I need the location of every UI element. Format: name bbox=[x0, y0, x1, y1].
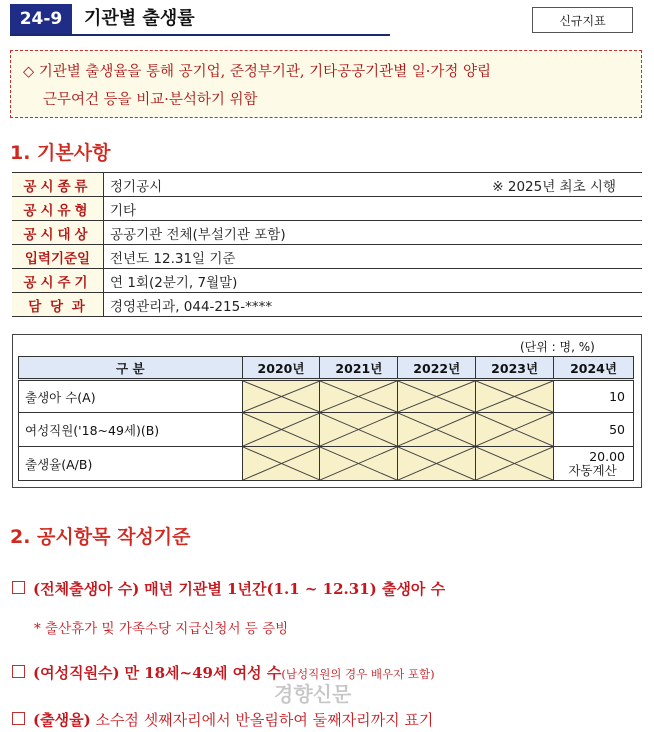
row-label: 출생아 수(A) bbox=[19, 380, 243, 413]
info-key: 공시유형 bbox=[12, 197, 104, 221]
purpose-line-1 bbox=[23, 58, 631, 86]
item-label: (여성직원수) bbox=[33, 664, 120, 682]
watermark-logo: 경향신문 bbox=[274, 682, 352, 706]
info-key: 입력기준일 bbox=[12, 245, 104, 269]
info-value: 경영관리과, 044-215-**** bbox=[104, 293, 643, 317]
table-header-row bbox=[19, 357, 634, 380]
cross-mark-icon bbox=[398, 447, 475, 480]
cross-mark-icon bbox=[476, 413, 553, 446]
na-cell bbox=[242, 380, 320, 413]
info-value: 연 1회(2분기, 7월말) bbox=[104, 269, 643, 293]
info-key: 담 당 과 bbox=[12, 293, 104, 317]
cross-mark-icon bbox=[320, 447, 397, 480]
column-header: 2023년 bbox=[476, 357, 554, 380]
diamond-icon: ◇ bbox=[23, 64, 35, 80]
cross-mark-icon bbox=[398, 413, 475, 446]
info-value: 기타 bbox=[104, 197, 643, 221]
cross-mark-icon bbox=[476, 381, 553, 412]
info-row bbox=[12, 173, 642, 197]
na-cell bbox=[320, 447, 398, 481]
table-row bbox=[19, 380, 634, 413]
section-header bbox=[10, 4, 390, 36]
purpose-box bbox=[10, 50, 642, 118]
data-table bbox=[18, 356, 634, 481]
checkbox-square-icon bbox=[12, 665, 25, 678]
column-header: 2024년 bbox=[554, 357, 634, 380]
row-label: 여성직원('18~49세)(B) bbox=[19, 413, 243, 447]
purpose-line-2: 근무여건 등을 비교·분석하기 위함 bbox=[43, 92, 258, 108]
info-row bbox=[12, 269, 642, 293]
item-text: 만 18세~49세 여성 수 bbox=[124, 664, 282, 682]
info-value: 전년도 12.31일 기준 bbox=[104, 245, 643, 269]
info-value: 정기공시 bbox=[104, 173, 256, 197]
item-text: 소수점 셋째자리에서 반올림하여 둘째자리까지 표기 bbox=[95, 711, 434, 729]
column-header: 2022년 bbox=[398, 357, 476, 380]
value-cell: 10 bbox=[554, 380, 634, 413]
info-row bbox=[12, 197, 642, 221]
section-2-title: 2. 공시항목 작성기준 bbox=[10, 526, 191, 548]
na-cell bbox=[242, 447, 320, 481]
cross-mark-icon bbox=[320, 413, 397, 446]
new-indicator-badge: 신규지표 bbox=[532, 7, 633, 33]
section-1-title: 1. 기본사항 bbox=[10, 142, 111, 164]
rate-value: 20.00 bbox=[589, 448, 625, 464]
checkbox-square-icon bbox=[12, 712, 25, 725]
table-row bbox=[19, 413, 634, 447]
na-cell bbox=[398, 413, 476, 447]
column-header: 구 분 bbox=[19, 357, 243, 380]
info-key: 공시주기 bbox=[12, 269, 104, 293]
info-row bbox=[12, 221, 642, 245]
checkbox-square-icon bbox=[12, 581, 25, 594]
table-row bbox=[19, 447, 634, 481]
basic-info-table bbox=[12, 172, 642, 317]
criteria-item-3 bbox=[12, 709, 433, 730]
info-row bbox=[12, 245, 642, 269]
criteria-item-2 bbox=[12, 662, 435, 683]
criteria-note-1: * 출산휴가 및 가족수당 지급신청서 등 증빙 bbox=[34, 621, 289, 637]
criteria-item-1 bbox=[12, 578, 445, 599]
unit-label: (단위 : 명, %) bbox=[520, 340, 595, 354]
info-row bbox=[12, 293, 642, 317]
na-cell bbox=[242, 413, 320, 447]
indicator-number: 24-9 bbox=[10, 4, 72, 34]
cross-mark-icon bbox=[243, 381, 320, 412]
value-cell bbox=[554, 447, 634, 481]
na-cell bbox=[320, 413, 398, 447]
info-key: 공시종류 bbox=[12, 173, 104, 197]
item-label: (출생율) bbox=[33, 711, 91, 729]
purpose-text-1: 기관별 출생율을 통해 공기업, 준정부기관, 기타공공기관별 일·가정 양립 bbox=[38, 64, 492, 80]
cross-mark-icon bbox=[243, 447, 320, 480]
page-title: 기관별 출생률 bbox=[84, 8, 195, 29]
item-text: 매년 기관별 1년간(1.1 ~ 12.31) 출생아 수 bbox=[144, 580, 446, 598]
column-header: 2021년 bbox=[320, 357, 398, 380]
na-cell bbox=[476, 380, 554, 413]
info-value: 공공기관 전체(부설기관 포함) bbox=[104, 221, 643, 245]
cross-mark-icon bbox=[476, 447, 553, 480]
cross-mark-icon bbox=[320, 381, 397, 412]
row-label: 출생율(A/B) bbox=[19, 447, 243, 481]
item-label: (전체출생아 수) bbox=[33, 580, 140, 598]
na-cell bbox=[320, 380, 398, 413]
cross-mark-icon bbox=[398, 381, 475, 412]
item-paren-note: (남성직원의 경우 배우자 포함) bbox=[281, 667, 435, 681]
info-note: ※ 2025년 최초 시행 bbox=[255, 173, 642, 197]
column-header: 2020년 bbox=[242, 357, 320, 380]
auto-calc-label: 자동계산 bbox=[568, 462, 617, 478]
info-key: 공시대상 bbox=[12, 221, 104, 245]
na-cell bbox=[476, 447, 554, 481]
na-cell bbox=[398, 447, 476, 481]
na-cell bbox=[476, 413, 554, 447]
value-cell: 50 bbox=[554, 413, 634, 447]
cross-mark-icon bbox=[243, 413, 320, 446]
na-cell bbox=[398, 380, 476, 413]
